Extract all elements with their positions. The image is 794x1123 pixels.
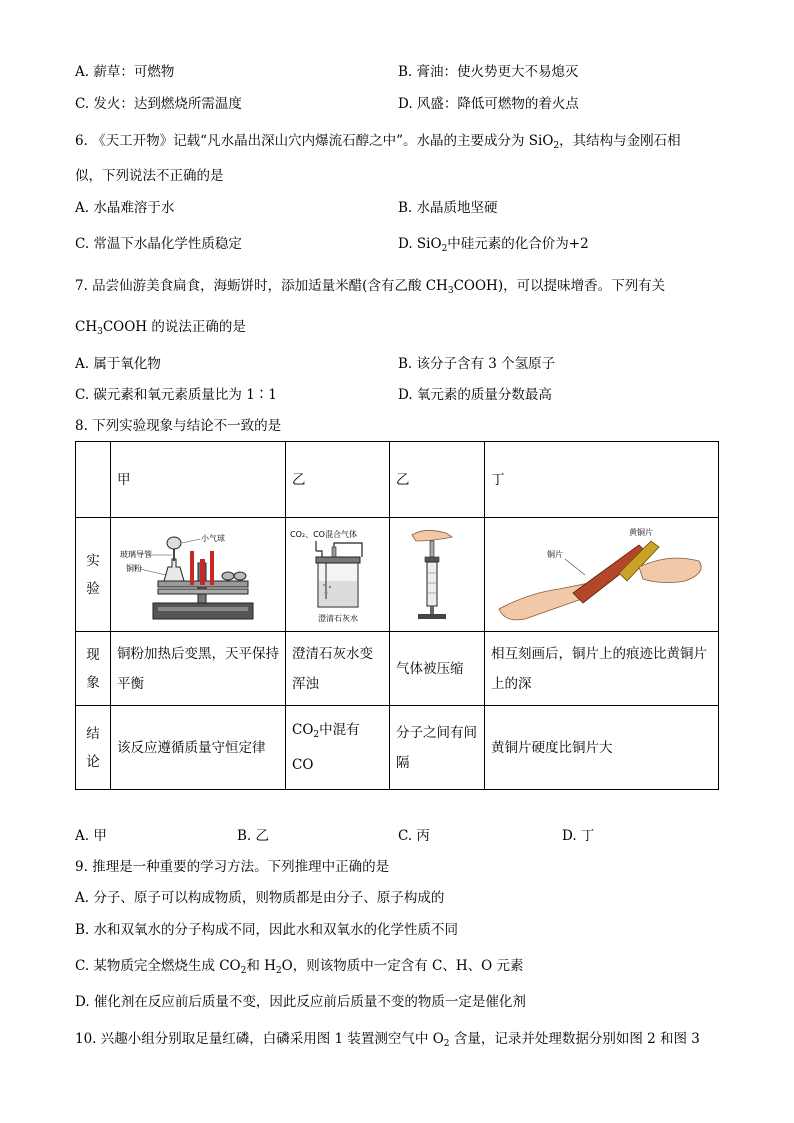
row-label-phenomenon: 现 象 — [76, 632, 111, 706]
q5-option-b: B. 膏油：使火势更大不易熄灭 — [398, 64, 579, 80]
q5-option-c: C. 发火：达到燃烧所需温度 — [75, 96, 242, 112]
row-label-experiment: 实 验 — [76, 518, 111, 632]
label-brass: 黄铜片 — [629, 527, 653, 537]
header-ding: 丁 — [485, 442, 719, 518]
figure-balance — [111, 518, 286, 632]
figure-scratch-test — [485, 518, 719, 632]
q10-stem: 10. 兴趣小组分别取足量红磷，白磷采用图 1 装置测空气中 $O_2$ 含量，记录并处理数据分别如图 2 和图 3 — [75, 1031, 700, 1049]
q6-option-a: A. 水晶难溶于水 — [75, 200, 175, 216]
conclusion-yi-2: 分子之间有间隔 — [390, 706, 485, 790]
q5-option-d: D. 风盛：降低可燃物的着火点 — [398, 96, 579, 112]
header-jia: 甲 — [111, 442, 286, 518]
q7-option-c: C. 碳元素和氧元素质量比为 1∶1 — [75, 387, 277, 403]
label-limewater: 澄清石灰水 — [318, 613, 358, 623]
q9-option-c: C. 某物质完全燃烧生成 $CO_2$和 $H_2O$，则该物质中一定含有 C、H、O 元素 — [75, 958, 524, 976]
header-yi-1: 乙 — [286, 442, 390, 518]
phenomenon-yi-1: 澄清石灰水变浑浊 — [286, 632, 390, 706]
phenomenon-ding: 相互刻画后，铜片上的痕迹比黄铜片上的深 — [485, 632, 719, 706]
q8-option-d: D. 丁 — [562, 828, 595, 844]
q6-stem-line1: 6. 《天工开物》记载“凡水晶出深山穴内爆流石醇之中”。水晶的主要成分为 SiO$_2$，其结构与金刚石相 — [75, 133, 681, 151]
q7-option-d: D. 氧元素的质量分数最高 — [398, 387, 552, 403]
table-header-row — [76, 442, 719, 518]
q9-option-a: A. 分子、原子可以构成物质，则物质都是由分子、原子构成的 — [75, 890, 445, 906]
q7-option-b: B. 该分子含有 3 个氢原子 — [398, 356, 556, 372]
figure-syringe — [390, 518, 485, 632]
phenomenon-yi-2: 气体被压缩 — [390, 632, 485, 706]
q7-stem-line1: 7. 品尝仙游美食扁食，海蛎饼时，添加适量米醋(含有乙酸 $CH_3COOH$)，可以提味增香。下列有关 — [75, 278, 666, 296]
q8-option-a: A. 甲 — [75, 828, 107, 844]
q8-stem: 8. 下列实验现象与结论不一致的是 — [75, 418, 282, 434]
q6-option-c: C. 常温下水晶化学性质稳定 — [75, 236, 242, 252]
label-glass-tube: 玻璃导管 — [120, 549, 152, 559]
header-yi-2: 乙 — [390, 442, 485, 518]
q6-stem-line2: 似，下列说法不正确的是 — [75, 168, 224, 184]
conclusion-yi-1: $CO_2$中混有 CO — [286, 706, 390, 790]
q7-stem-line2: $CH_3COOH$ 的说法正确的是 — [75, 319, 246, 337]
figure-gas-bottle — [286, 518, 390, 632]
experiment-table — [75, 441, 719, 790]
row-label-conclusion: 结 论 — [76, 706, 111, 790]
q8-option-c: C. 丙 — [398, 828, 430, 844]
q9-stem: 9. 推理是一种重要的学习方法。下列推理中正确的是 — [75, 859, 390, 875]
label-copper-powder: 铜粉 — [126, 563, 142, 573]
label-gas-mix: CO₂、CO混合气体 — [290, 529, 357, 539]
header-corner — [76, 442, 111, 518]
q9-option-b: B. 水和双氧水的分子构成不同，因此水和双氧水的化学性质不同 — [75, 922, 459, 938]
q7-option-a: A. 属于氧化物 — [75, 356, 161, 372]
label-balloon: 小气球 — [201, 533, 225, 543]
table-row-experiment — [76, 518, 719, 632]
q8-option-b: B. 乙 — [237, 828, 270, 844]
conclusion-ding: 黄铜片硬度比铜片大 — [485, 706, 719, 790]
table-row-conclusion — [76, 706, 719, 790]
phenomenon-jia: 铜粉加热后变黑，天平保持平衡 — [111, 632, 286, 706]
q9-option-d: D. 催化剂在反应前后质量不变，因此反应前后质量不变的物质一定是催化剂 — [75, 994, 526, 1010]
label-copper-sheet: 铜片 — [547, 549, 563, 559]
table-row-phenomenon — [76, 632, 719, 706]
q5-option-a: A. 薪草：可燃物 — [75, 64, 175, 80]
q6-option-b: B. 水晶质地坚硬 — [398, 200, 498, 216]
conclusion-jia: 该反应遵循质量守恒定律 — [111, 706, 286, 790]
q6-option-d: D. SiO$_2$中硅元素的化合价为+2 — [398, 236, 589, 254]
